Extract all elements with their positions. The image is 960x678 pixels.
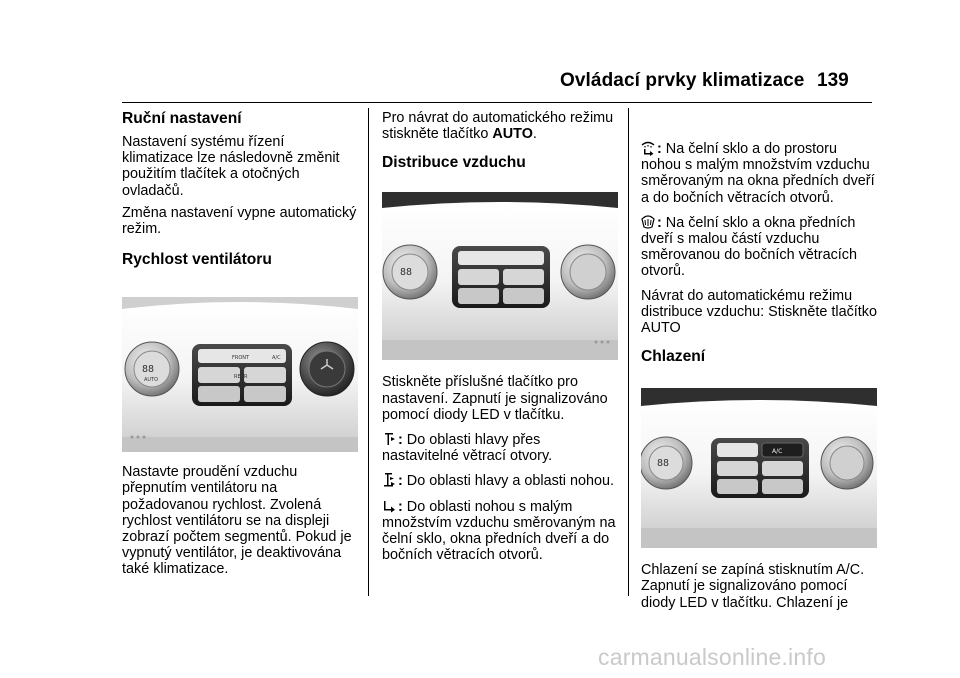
figure-cooling-panel [641, 388, 877, 548]
paragraph-auto-off: Změna nastavení vypne automatický režim. [122, 204, 357, 238]
figure-fan-speed-panel [122, 297, 358, 452]
column-divider-2 [628, 108, 629, 596]
defog-mode-text: Na čelní sklo a okna předních dveří s malou částí vzduchu směrovanou do bočních větracích otvorů. [641, 214, 857, 280]
vent-mode-icon [382, 431, 396, 447]
label-front: FRONT [232, 355, 250, 362]
floor-colon: : [398, 498, 403, 515]
floor-mode-text: Do oblasti nohou s malým množstvím vzduchu směrovaným na čelní sklo, okna předních dveří a do bočních větracích otvorů. [382, 498, 616, 564]
display-temp: 88 [142, 364, 155, 376]
floor-defog-mode-text: Na čelní sklo a do prostoru nohou s malým množstvím vzduchu směrovaným na okna předních dveří a do bočních větracích otvorů. [641, 141, 875, 206]
page-number: 139 [817, 70, 849, 91]
heading-fan-speed: Rychlost ventilátoru [122, 251, 272, 269]
bilevel-mode-icon [382, 472, 396, 488]
paragraph-distribution-intro: Stiskněte příslušné tlačítko pro nastavení. Zapnutí je signalizováno pomocí diody LED v tlačítku. [382, 374, 608, 423]
label-ac: A/C [272, 355, 281, 362]
heading-manual-settings: Ruční nastavení [122, 110, 242, 127]
distribution-item-vent [382, 431, 618, 464]
column-3 [641, 110, 877, 611]
bilevel-colon: : [398, 473, 403, 490]
vent-colon: : [398, 432, 403, 449]
figure-air-distribution-panel [382, 192, 618, 360]
distribution-item-bilevel [382, 472, 618, 489]
watermark: carmanualsonline.info [598, 644, 826, 670]
heading-cooling: Chlazení [641, 348, 706, 366]
defog-colon: : [657, 214, 662, 231]
heading-air-distribution: Distribuce vzduchu [382, 154, 526, 172]
column-1 [122, 110, 358, 578]
label-rear: REAR [234, 374, 248, 381]
floor-defog-mode-icon [641, 140, 655, 156]
column-divider-1 [368, 108, 369, 596]
distribution-item-floor-defog [641, 140, 877, 206]
floor-mode-icon [382, 498, 396, 514]
auto-return-period: . [532, 126, 537, 143]
label-ac-highlight: A/C [772, 448, 783, 456]
floor-defog-colon: : [657, 141, 662, 157]
paragraph-cooling: Chlazení se zapíná stisknutím A/C. Zapnutí je signalizováno pomocí diody LED v tlačítku. Chlazení je [641, 562, 865, 611]
column-2 [382, 110, 618, 563]
paragraph-auto-distribution: Návrat do automatickému režimu distribuce vzduchu: Stiskněte tlačítko AUTO [641, 287, 877, 337]
distribution-item-floor [382, 498, 618, 564]
paragraph-manual-intro: Nastavení systému řízení klimatizace lze následovně změnit použitím tlačítek a otočných ovladačů. [122, 134, 340, 199]
bilevel-mode-text: Do oblasti hlavy a oblasti nohou. [406, 473, 614, 490]
label-auto-left: AUTO [144, 377, 159, 384]
defog-mode-icon [641, 214, 655, 230]
distribution-item-defog [641, 214, 877, 280]
auto-button-label: AUTO [492, 126, 533, 143]
paragraph-fan-speed: Nastavte proudění vzduchu přepnutím ventilátoru na požadovanou rychlost. Zvolená rychlost ventilátoru se na displeji zobrazí počtem segmentů. Pokud je vypnutý ventilátor, je deaktivována také klimatizace. [122, 464, 352, 578]
paragraph-auto-return [382, 110, 618, 142]
auto-return-text: Pro návrat do automatického režimu stiskněte tlačítko [382, 110, 614, 143]
display-temp-2: 88 [400, 267, 413, 279]
page-header-title: Ovládací prvky klimatizace [560, 70, 805, 91]
header-rule [122, 102, 872, 103]
display-temp-3: 88 [657, 458, 670, 470]
vent-mode-text: Do oblasti hlavy přes nastavitelné větrací otvory. [382, 432, 553, 465]
